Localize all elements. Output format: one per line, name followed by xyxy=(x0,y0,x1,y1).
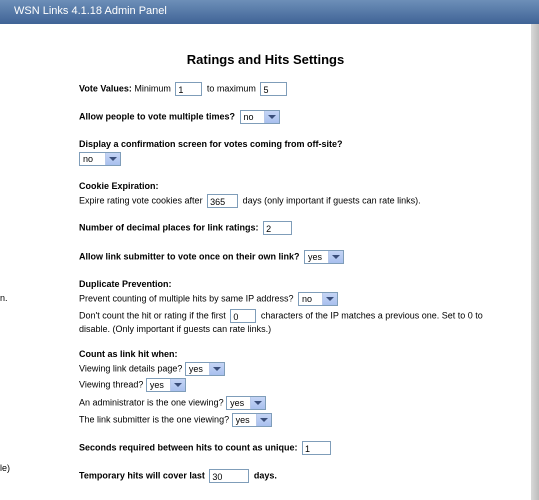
chevron-down-icon xyxy=(328,251,343,263)
seconds-label: Seconds required between hits to count as unique: xyxy=(79,442,298,453)
side-fragment-2: le) xyxy=(0,463,11,473)
duplicate-label: Duplicate Prevention: xyxy=(79,279,172,289)
count-admin-row xyxy=(79,396,268,410)
multiple-votes-label: Allow people to vote multiple times? xyxy=(79,111,236,122)
chevron-down-icon xyxy=(256,414,271,426)
duplicate-ip-value: no xyxy=(301,294,312,304)
count-submitter-text: The link submitter is the one viewing? xyxy=(79,414,230,425)
decimals-label: Number of decimal places for link ratings: xyxy=(79,222,259,233)
count-details-row xyxy=(79,362,227,376)
title-bar xyxy=(0,0,539,24)
temp-hits-row xyxy=(79,469,277,483)
left-frame-edge xyxy=(0,24,6,500)
duplicate-ip-text: Prevent counting of multiple hits by same IP address? xyxy=(79,293,294,304)
page-title: Ratings and Hits Settings xyxy=(186,52,345,67)
cookie-days-input[interactable]: 365 xyxy=(207,194,238,208)
vote-min-input[interactable]: 1 xyxy=(175,82,202,96)
temp-hits-label-before: Temporary hits will cover last xyxy=(79,470,205,481)
count-admin-value: yes xyxy=(230,398,245,408)
offsite-confirm-label xyxy=(79,139,343,149)
vote-values-row xyxy=(79,82,289,96)
offsite-confirm-row xyxy=(79,152,123,166)
count-thread-value: yes xyxy=(149,380,164,390)
count-thread-row xyxy=(79,378,188,392)
count-thread-select[interactable] xyxy=(146,378,186,392)
side-fragment-1: n. xyxy=(0,293,8,303)
count-details-text: Viewing link details page? xyxy=(79,363,183,374)
vertical-scrollbar[interactable] xyxy=(531,24,539,500)
submitter-vote-value: yes xyxy=(308,252,323,262)
count-submitter-select[interactable] xyxy=(232,413,272,427)
duplicate-first-line2: disable. (Only important if guests can rate links.) xyxy=(79,324,272,334)
duplicate-first-input[interactable]: 0 xyxy=(230,309,256,323)
submitter-vote-label: Allow link submitter to vote once on their own link? xyxy=(79,251,300,262)
chevron-down-icon xyxy=(322,293,337,305)
vote-min-text: Minimum xyxy=(134,83,171,94)
chevron-down-icon xyxy=(209,363,224,375)
offsite-confirm-value: no xyxy=(83,154,94,164)
count-details-select[interactable] xyxy=(185,362,225,376)
submitter-vote-select[interactable] xyxy=(304,250,344,264)
vote-max-input[interactable]: 5 xyxy=(260,82,287,96)
count-hit-label: Count as link hit when: xyxy=(79,349,178,359)
offsite-confirm-text: Display a confirmation screen for votes coming from off-site? xyxy=(79,139,343,149)
chevron-down-icon xyxy=(264,111,279,123)
duplicate-ip-select[interactable] xyxy=(298,292,338,306)
cookie-text-before: Expire rating vote cookies after xyxy=(79,195,203,206)
count-admin-select[interactable] xyxy=(226,396,266,410)
count-details-value: yes xyxy=(188,364,203,374)
chevron-down-icon xyxy=(170,379,185,391)
vote-max-text: to maximum xyxy=(206,83,256,94)
duplicate-first-text: Don't count the hit or rating if the first xyxy=(79,310,226,321)
multiple-votes-value: no xyxy=(243,112,254,122)
decimals-row xyxy=(79,221,294,235)
duplicate-first-row xyxy=(79,309,483,323)
temp-hits-input[interactable]: 30 xyxy=(209,469,249,483)
decimals-input[interactable]: 2 xyxy=(263,221,292,235)
cookie-label: Cookie Expiration: xyxy=(79,181,159,191)
vote-values-label: Vote Values: xyxy=(79,83,132,94)
count-thread-text: Viewing thread? xyxy=(79,379,144,390)
seconds-row xyxy=(79,441,333,455)
offsite-confirm-select[interactable] xyxy=(79,152,121,166)
duplicate-first-after: characters of the IP matches a previous one. Set to 0 to xyxy=(260,310,483,321)
chevron-down-icon xyxy=(105,153,120,165)
submitter-vote-row xyxy=(79,250,346,264)
count-admin-text: An administrator is the one viewing? xyxy=(79,397,224,408)
cookie-row xyxy=(79,194,421,208)
chevron-down-icon xyxy=(250,397,265,409)
multiple-votes-row xyxy=(79,110,282,124)
window-title: WSN Links 4.1.18 Admin Panel xyxy=(14,5,167,17)
count-submitter-value: yes xyxy=(235,415,250,425)
multiple-votes-select[interactable] xyxy=(240,110,280,124)
cookie-text-after: days (only important if guests can rate links). xyxy=(242,195,421,206)
count-submitter-row xyxy=(79,413,274,427)
duplicate-ip-row xyxy=(79,292,340,306)
seconds-input[interactable]: 1 xyxy=(302,441,331,455)
temp-hits-label-after: days. xyxy=(253,470,277,481)
